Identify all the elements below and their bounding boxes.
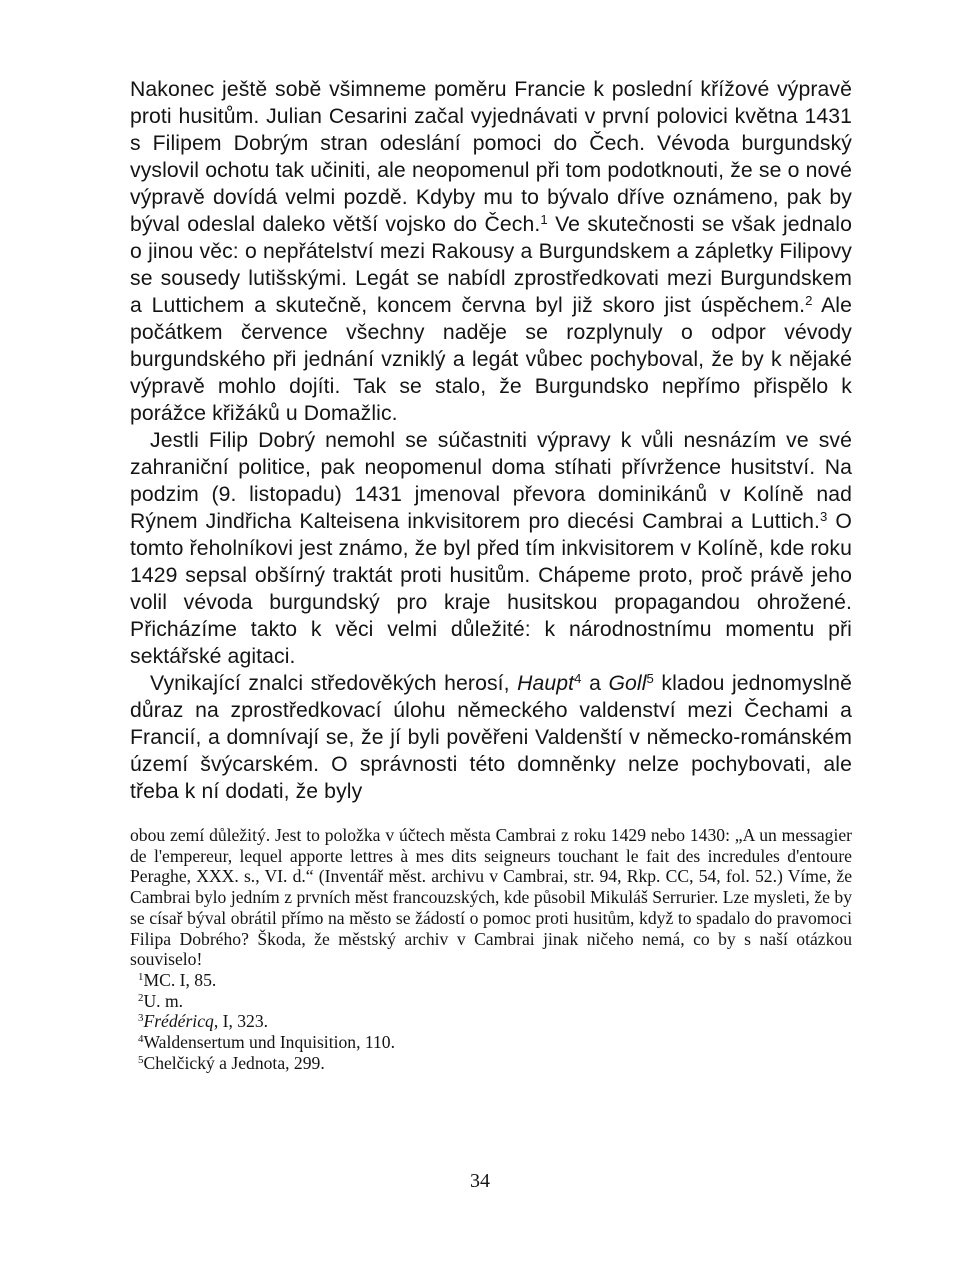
footnote-ref-3: 3 — [819, 508, 828, 524]
footnote-3-text: , I, 323. — [213, 1011, 269, 1032]
paragraph-2 — [130, 427, 852, 670]
main-text — [130, 76, 852, 805]
paragraph-2-part-a: Jestli Filip Dobrý nemohl se súčastniti výpravy k vůli nesnázím ve své zahraniční politice, pak neopomenul doma stíhati přívržence husitství. Na podzim (9. listopadu) 1431 jmenoval převora dominikánů v Kolíně nad Rýnem Jindřicha Kalteisena inkvisitorem pro diecési Cambrai a Luttich. — [130, 429, 852, 533]
footnote-3 — [130, 1011, 852, 1032]
footnotes — [130, 825, 852, 1073]
footnote-5-number: 5 — [138, 1053, 144, 1066]
footnote-1-number: 1 — [138, 970, 144, 983]
paragraph-2-part-b: O tomto řeholníkovi jest známo, že byl před tím inkvisitorem v Kolíně, kde roku 1429 sepsal obšírný traktát proti husitům. Chápeme proto, proč právě jeho volil vévoda burgundský pro kraje husitskou propagandou ohrožené. Přicházíme takto k věci velmi důležité: k národnostnímu momentu při sektářské agitaci. — [130, 510, 852, 668]
page-number: 34 — [470, 1170, 490, 1192]
footnote-2-text: U. m. — [143, 990, 184, 1011]
footnote-5 — [130, 1053, 852, 1074]
footnote-2 — [130, 991, 852, 1012]
footnote-4-number: 4 — [138, 1033, 144, 1046]
footnote-4 — [130, 1032, 852, 1053]
footnote-3-number: 3 — [138, 1012, 144, 1025]
footnote-2-number: 2 — [138, 991, 144, 1004]
author-name-haupt: Haupt — [517, 672, 575, 695]
paragraph-1-part-c: Ale počátkem července všechny naděje se rozplynuly o odpor vévody burgundského při jednání vzniklý a legát vůbec pochyboval, že by k nějaké výpravě mohlo dojíti. Tak se stalo, že Burgundsko nepřímo přispělo k porážce křižáků u Domažlic. — [130, 294, 853, 425]
footnote-ref-2: 2 — [805, 292, 813, 308]
footnote-1 — [130, 970, 852, 991]
page-content — [130, 76, 852, 1073]
footnote-3-author: Frédéricq — [143, 1011, 214, 1032]
paragraph-1-part-a: Nakonec ještě sobě všimneme poměru Francie k poslední křížové výpravě proti husitům. Julian Cesarini začal vyjednávati v první polovici května 1431 s Filipem Dobrým stran odeslání pomoci do Čech. Vévoda burgundský vyslovil ochotu tak učiniti, ale neopomenul při tom podotknouti, že se o nové výpravě dovídá velmi pozdě. Kdyby mu to bývalo dříve oznámeno, pak by býval odeslal daleko větší vojsko do Čech. — [130, 78, 852, 236]
paragraph-3-part-b: kladou jednomyslně důraz na zprostředkovací úlohu německého valdenství mezi Čechami a Francií, a domnívají se, že jí byli pověřeni Valdenští v německo-románském území švýcarském. O správnosti této domněnky nelze pochybovati, ale třeba k ní dodati, že byly — [130, 672, 853, 803]
footnote-continued: obou zemí důležitý. Jest to položka v účtech města Cambrai z roku 1429 nebo 1430: „A un messagier de l'empereur, lequel apporte lettres à mes dits seigneurs touchant le fait des incredules d'entoure Peraghe, XXX. s., VI. d.“ (Inventář měst. archivu v Cambrai, str. 94, Rkp. CC, 54, fol. 52.) Víme, že Cambrai bylo jedním z prvních měst francouzských, kde působil Mikuláš Serrurier. Lze mysleti, že by se císař býval obrátil přímo na město se žádostí o pomoc proti husitům, když to spadalo do pravomoci Filipa Dobrého? Škoda, že městský archiv v Cambrai jinak ničeho nemá, co by s naší otázkou souviselo! — [130, 825, 852, 970]
paragraph-1 — [130, 76, 852, 427]
footnote-5-text: Chelčický a Jednota, 299. — [143, 1052, 325, 1073]
footnote-1-text: MC. I, 85. — [143, 969, 217, 990]
footnote-ref-5: 5 — [646, 670, 654, 686]
paragraph-3-conjunction: a — [581, 672, 609, 695]
paragraph-1-part-b: Ve skutečnosti se však jednalo o jinou věc: o nepřátelství mezi Rakousy a Burgundskem a zápletky Filipovy se sousedy lutišskými. Legát se nabídl zprostředkovati mezi Burgundskem a Luttichem a skutečně, koncem června byl již skoro jist úspěchem. — [130, 213, 852, 317]
author-name-goll: Goll — [608, 672, 647, 695]
paragraph-3-part-a: Vynikající znalci středověkých herosí, — [150, 672, 518, 695]
footnote-ref-4: 4 — [574, 670, 582, 686]
paragraph-3 — [130, 670, 852, 805]
footnote-ref-1: 1 — [540, 211, 548, 227]
footnote-4-text: Waldensertum und Inquisition, 110. — [143, 1032, 395, 1053]
